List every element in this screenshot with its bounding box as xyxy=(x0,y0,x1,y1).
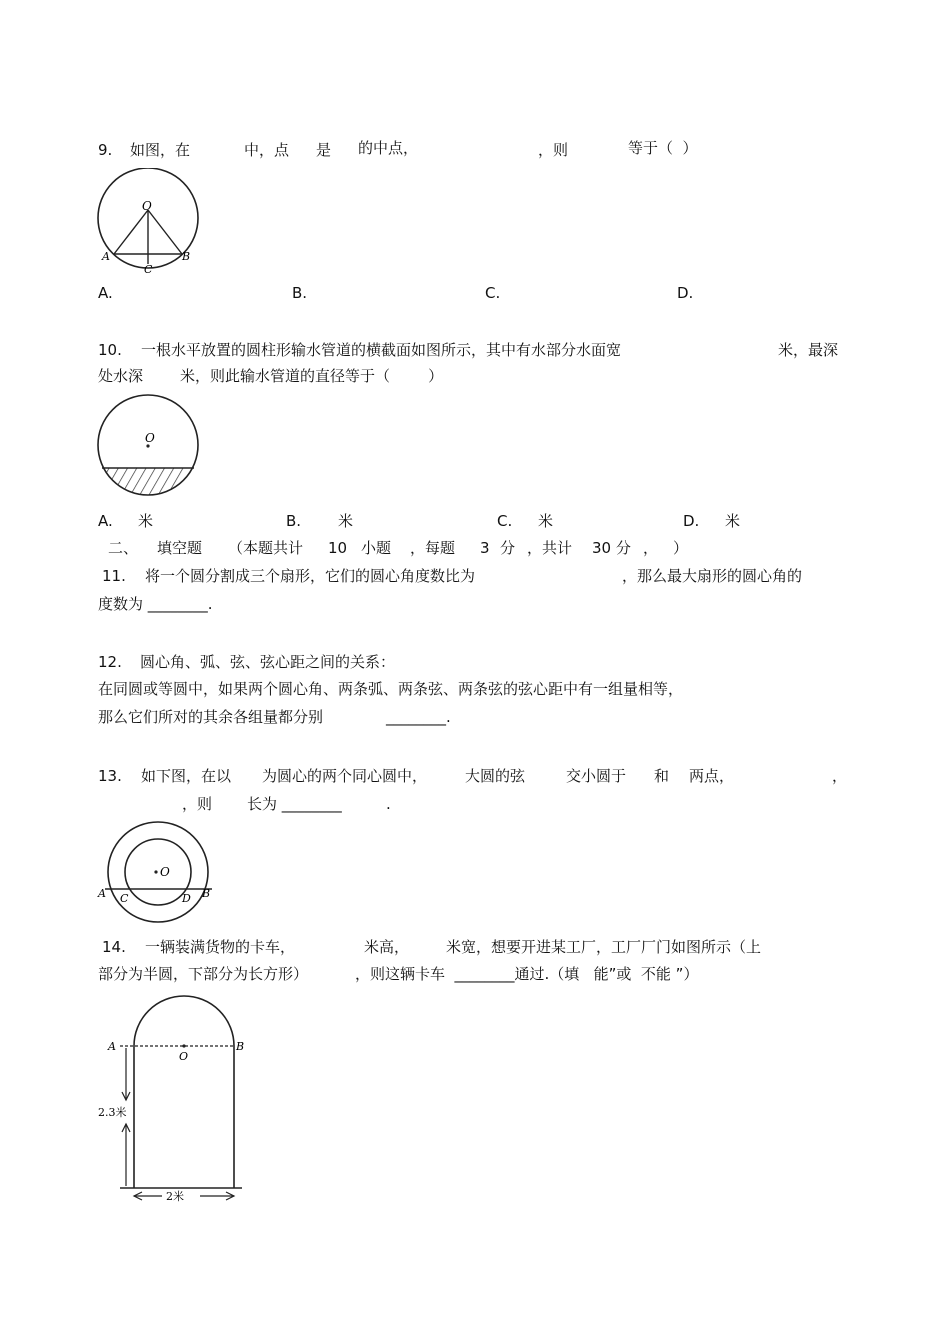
q10-option-b: B. xyxy=(286,512,302,530)
q11-number: 11. xyxy=(102,567,126,585)
q14-label-o: O xyxy=(179,1050,189,1063)
q13-label-b: B xyxy=(202,887,211,900)
q9-number: 9. xyxy=(98,141,113,159)
q9-option-c: C. xyxy=(485,284,501,302)
q9-label-c: C xyxy=(144,263,153,276)
q10-option-a-unit: 米 xyxy=(138,512,154,530)
q13-line2c: . xyxy=(386,795,391,813)
q10-label-o: O xyxy=(145,431,155,445)
section-title: 填空题 xyxy=(157,539,203,557)
q14-width-label: 2米 xyxy=(166,1190,184,1203)
q13-label-d: D xyxy=(182,892,191,905)
section-info-count: 10 xyxy=(328,539,348,557)
q12-line2: 在同圆或等圆中，如果两个圆心角、两条弧、两条弦、两条弦的弦心距中有一组量相等， xyxy=(98,680,684,698)
q10-option-d: D. xyxy=(683,512,700,530)
q13-figure xyxy=(96,820,220,926)
q13-label-c: C xyxy=(120,892,129,905)
q11-line1b: ，那么最大扇形的圆心角的 xyxy=(622,567,803,585)
q13-text-1: 如下图，在以 xyxy=(141,767,232,785)
q13-large-circle xyxy=(108,822,211,922)
q12-blank: ________. xyxy=(386,708,451,726)
section-info-3: ，每题 xyxy=(410,539,456,557)
q10-option-a: A. xyxy=(98,512,113,530)
section-index: 二、 xyxy=(108,539,139,557)
q13-center-point xyxy=(154,870,157,873)
section-info-7: ） xyxy=(673,539,689,557)
q9-figure xyxy=(96,168,230,276)
q10-option-b-unit: 米 xyxy=(338,512,354,530)
q14-line2b: ，则这辆卡车 ________通过.（填 能”或 不能 ”） xyxy=(355,965,699,983)
q9-label-a: A xyxy=(102,250,110,263)
q13-label-a: A xyxy=(98,887,106,900)
q14-center-point xyxy=(182,1044,185,1047)
q12-line1: 圆心角、弧、弦、弦心距之间的关系： xyxy=(140,653,396,671)
q13-text-3: 大圆的弦 xyxy=(465,767,526,785)
q10-number: 10. xyxy=(98,341,122,359)
q14-label-b: B xyxy=(236,1040,245,1053)
q9-radius-oa xyxy=(114,210,148,254)
q13-number: 13. xyxy=(98,767,122,785)
q13-text-6: 两点， xyxy=(689,767,735,785)
q11-line2: 度数为 ________. xyxy=(98,595,213,613)
section-info-6: ， xyxy=(643,539,659,557)
q14-gate-figure xyxy=(96,992,256,1206)
q11-line1: 将一个圆分割成三个扇形，它们的圆心角度数比为 xyxy=(145,567,476,585)
q13-text-4: 交小圆于 xyxy=(566,767,627,785)
q10-figure xyxy=(96,394,206,502)
q13-text-7: ， xyxy=(832,767,848,785)
q9-option-a: A. xyxy=(98,284,113,302)
q9-text-6: 等于（ ） xyxy=(628,139,698,157)
q9-label-o: O xyxy=(142,199,152,213)
q9-text-5: ，则 xyxy=(538,141,569,159)
q14-line1a: 一辆装满货物的卡车， xyxy=(145,938,296,956)
section-info-5: ，共计 xyxy=(527,539,573,557)
q14-line1b: 米高， xyxy=(364,938,410,956)
q13-line2a: ，则 xyxy=(182,795,213,813)
q12-number: 12. xyxy=(98,653,122,671)
q13-label-o: O xyxy=(160,865,170,879)
section-info-total: 30 分 xyxy=(592,539,631,557)
q9-text-2: 中，点 xyxy=(244,141,290,159)
q9-label-b: B xyxy=(182,250,191,263)
q12-line3: 那么它们所对的其余各组量都分别 xyxy=(98,708,324,726)
q13-line2b: 长为 ________ xyxy=(247,795,342,813)
q10-line2a: 处水深 xyxy=(98,367,144,385)
q9-option-d: D. xyxy=(677,284,694,302)
q10-water-region xyxy=(96,468,200,502)
section-info-4: 分 xyxy=(500,539,516,557)
q9-option-b: B. xyxy=(292,284,308,302)
q14-label-a: A xyxy=(108,1040,116,1053)
section-info-1: （本题共计 xyxy=(228,539,304,557)
q14-number: 14. xyxy=(102,938,126,956)
q9-text-3: 是 xyxy=(316,141,332,159)
q13-text-5: 和 xyxy=(654,767,670,785)
q10-unit1: 米，最深 xyxy=(778,341,839,359)
q9-radius-ob xyxy=(148,210,182,254)
section-info-2: 小题 xyxy=(361,539,392,557)
q14-line1c: 米宽，想要开进某工厂，工厂厂门如图所示（上 xyxy=(446,938,762,956)
q14-line2a: 部分为半圆，下部分为长方形） xyxy=(98,965,309,983)
q10-line2b: 米，则此输水管道的直径等于（ ） xyxy=(180,367,444,385)
q13-text-2: 为圆心的两个同心圆中， xyxy=(262,767,428,785)
q14-height-label: 2.3米 xyxy=(98,1106,127,1119)
q14-semicircle xyxy=(134,996,234,1046)
q9-text-1: 如图，在 xyxy=(130,141,191,159)
q10-option-c: C. xyxy=(497,512,513,530)
q10-option-c-unit: 米 xyxy=(538,512,554,530)
section-info-points: 3 xyxy=(480,539,490,557)
q10-option-d-unit: 米 xyxy=(725,512,741,530)
q9-text-4: 的中点， xyxy=(358,139,419,157)
q10-line1: 一根水平放置的圆柱形输水管道的横截面如图所示，其中有水部分水面宽 xyxy=(141,341,622,359)
